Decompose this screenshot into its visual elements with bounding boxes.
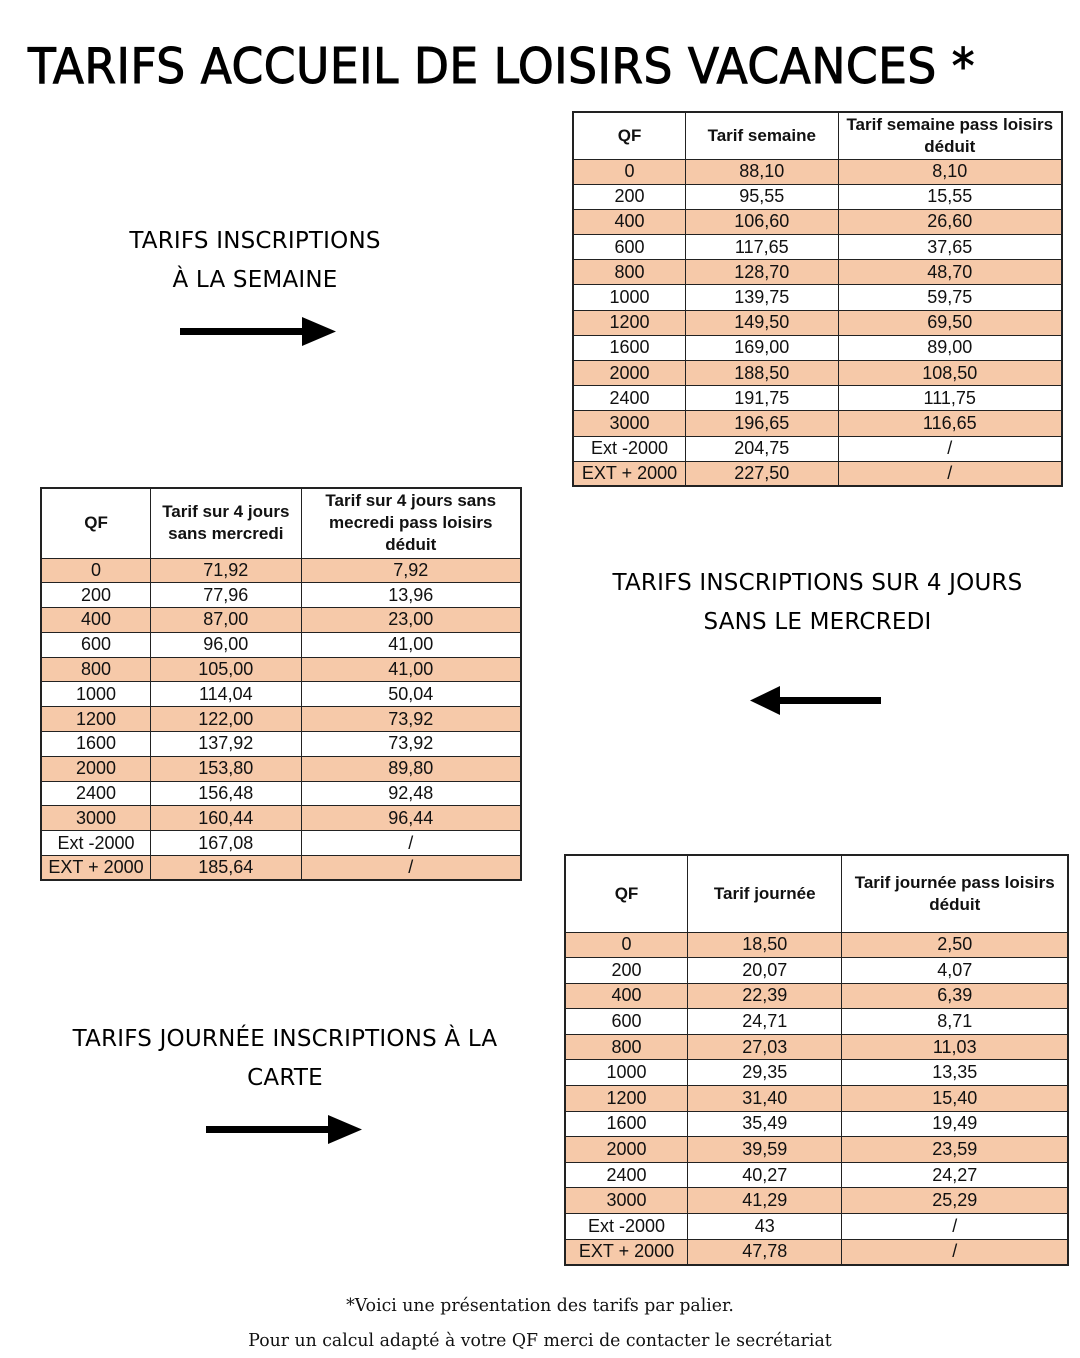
tarif-cell: 114,04 [151, 682, 301, 707]
tarif-cell: 41,29 [688, 1188, 842, 1214]
tarif-pass-loisirs-cell: 89,00 [838, 335, 1062, 360]
table-row [573, 411, 1062, 436]
journee-label-line2: CARTE [247, 1065, 323, 1091]
qf-cell: 0 [573, 159, 686, 184]
semaine-label-line2: À LA SEMAINE [172, 267, 338, 293]
tarif-cell: 39,59 [688, 1137, 842, 1163]
tarif-pass-loisirs-cell: 73,92 [301, 707, 521, 732]
table-row [565, 1137, 1068, 1163]
table-row [565, 1162, 1068, 1188]
qf-cell: 800 [41, 657, 151, 682]
tarif-cell: 196,65 [686, 411, 838, 436]
journee-label-line1: TARIFS JOURNÉE INSCRIPTIONS À LA [72, 1026, 498, 1052]
qf-cell: 2000 [573, 361, 686, 386]
qf-cell: 400 [41, 608, 151, 633]
table-row [565, 1060, 1068, 1086]
qf-cell: 800 [565, 1034, 688, 1060]
table-row [565, 1034, 1068, 1060]
tarif-pass-loisirs-cell: 19,49 [842, 1111, 1068, 1137]
tarif-pass-loisirs-cell: / [842, 1214, 1068, 1240]
table-row [573, 361, 1062, 386]
table-row [573, 386, 1062, 411]
tarif-pass-loisirs-cell: 15,40 [842, 1086, 1068, 1112]
tarif-pass-loisirs-cell: 69,50 [838, 310, 1062, 335]
column-header: Tarif semaine pass loisirs déduit [838, 112, 1062, 159]
qf-cell: 2400 [565, 1162, 688, 1188]
arrow-left-icon [748, 684, 884, 718]
qf-cell: 200 [41, 583, 151, 608]
table-row [41, 806, 521, 831]
tarif-pass-loisirs-cell: 59,75 [838, 285, 1062, 310]
tarif-cell: 160,44 [151, 806, 301, 831]
qf-cell: EXT + 2000 [41, 856, 151, 881]
tarif-cell: 43 [688, 1214, 842, 1240]
tarif-pass-loisirs-cell: 23,59 [842, 1137, 1068, 1163]
column-header: QF [573, 112, 686, 159]
tarif-pass-loisirs-cell: 8,10 [838, 159, 1062, 184]
table-row [41, 732, 521, 757]
tarif-cell: 167,08 [151, 831, 301, 856]
tarif-cell: 96,00 [151, 632, 301, 657]
column-header: Tarif journée pass loisirs déduit [842, 855, 1068, 932]
qf-cell: 2400 [573, 386, 686, 411]
tarif-pass-loisirs-cell: 50,04 [301, 682, 521, 707]
table-row [573, 235, 1062, 260]
table-row [41, 756, 521, 781]
tarif-pass-loisirs-cell: 23,00 [301, 608, 521, 633]
qf-cell: 600 [573, 235, 686, 260]
semaine-label-line1: TARIFS INSCRIPTIONS [129, 228, 381, 254]
tarif-pass-loisirs-cell: 96,44 [301, 806, 521, 831]
qf-cell: 3000 [41, 806, 151, 831]
tarif-cell: 87,00 [151, 608, 301, 633]
tarif-pass-loisirs-cell: 11,03 [842, 1034, 1068, 1060]
quatre-jours-label [580, 564, 1055, 642]
tarif-cell: 29,35 [688, 1060, 842, 1086]
table-row [565, 958, 1068, 984]
table-row [573, 436, 1062, 461]
tarif-cell: 227,50 [686, 461, 838, 486]
table-row [565, 1111, 1068, 1137]
tarif-pass-loisirs-cell: 26,60 [838, 209, 1062, 234]
table-semaine [572, 111, 1063, 487]
table-row [41, 558, 521, 583]
tarif-cell: 27,03 [688, 1034, 842, 1060]
tarif-pass-loisirs-cell: 8,71 [842, 1009, 1068, 1035]
tarif-pass-loisirs-cell: 116,65 [838, 411, 1062, 436]
tarif-pass-loisirs-cell: 13,35 [842, 1060, 1068, 1086]
tarif-cell: 204,75 [686, 436, 838, 461]
tarif-pass-loisirs-cell: / [838, 436, 1062, 461]
tarif-pass-loisirs-cell: / [301, 856, 521, 881]
qf-cell: 200 [565, 958, 688, 984]
tarif-cell: 18,50 [688, 932, 842, 958]
tarif-pass-loisirs-cell: 92,48 [301, 781, 521, 806]
column-header: QF [565, 855, 688, 932]
footer-note [22, 1288, 1059, 1358]
column-header: Tarif sur 4 jours sans mercredi [151, 488, 301, 558]
tarif-pass-loisirs-cell: 2,50 [842, 932, 1068, 958]
tarif-pass-loisirs-cell: / [842, 1239, 1068, 1265]
tarif-cell: 20,07 [688, 958, 842, 984]
tarif-cell: 122,00 [151, 707, 301, 732]
qf-cell: Ext -2000 [565, 1214, 688, 1240]
qf-cell: Ext -2000 [573, 436, 686, 461]
tarif-cell: 149,50 [686, 310, 838, 335]
table-row [41, 707, 521, 732]
tarif-pass-loisirs-cell: 15,55 [838, 184, 1062, 209]
tarif-cell: 71,92 [151, 558, 301, 583]
footer-line1: *Voici une présentation des tarifs par palier. [346, 1295, 734, 1316]
tarif-cell: 153,80 [151, 756, 301, 781]
table-row [41, 682, 521, 707]
qf-cell: 1000 [573, 285, 686, 310]
table-row [573, 260, 1062, 285]
table-journee [564, 854, 1069, 1266]
table-row [573, 335, 1062, 360]
qf-cell: 200 [573, 184, 686, 209]
qf-cell: EXT + 2000 [565, 1239, 688, 1265]
tarif-pass-loisirs-cell: 41,00 [301, 657, 521, 682]
semaine-label [90, 222, 420, 300]
qf-cell: 1200 [573, 310, 686, 335]
qf-cell: 2000 [565, 1137, 688, 1163]
arrow-right-icon [204, 1113, 364, 1147]
quatre-jours-label-line1: TARIFS INSCRIPTIONS SUR 4 JOURS [612, 570, 1023, 596]
tarif-cell: 35,49 [688, 1111, 842, 1137]
table-quatre-jours [40, 487, 522, 881]
tarif-cell: 117,65 [686, 235, 838, 260]
table-row [565, 1086, 1068, 1112]
qf-cell: 3000 [573, 411, 686, 436]
table-row [41, 781, 521, 806]
qf-cell: 400 [573, 209, 686, 234]
tarif-pass-loisirs-cell: 24,27 [842, 1162, 1068, 1188]
tarif-pass-loisirs-cell: / [301, 831, 521, 856]
tarif-pass-loisirs-cell: 4,07 [842, 958, 1068, 984]
table-row [565, 1239, 1068, 1265]
tarif-pass-loisirs-cell: 25,29 [842, 1188, 1068, 1214]
tarif-pass-loisirs-cell: 37,65 [838, 235, 1062, 260]
tarif-cell: 188,50 [686, 361, 838, 386]
table-row [573, 159, 1062, 184]
tarif-pass-loisirs-cell: 89,80 [301, 756, 521, 781]
tarif-cell: 139,75 [686, 285, 838, 310]
tarif-cell: 22,39 [688, 983, 842, 1009]
page-title: TARIFS ACCUEIL DE LOISIRS VACANCES * [28, 38, 976, 95]
table-row [565, 1188, 1068, 1214]
tarif-cell: 105,00 [151, 657, 301, 682]
tarif-cell: 40,27 [688, 1162, 842, 1188]
table-header-row [565, 855, 1068, 932]
qf-cell: 1200 [41, 707, 151, 732]
qf-cell: 1600 [565, 1111, 688, 1137]
qf-cell: 600 [41, 632, 151, 657]
table-row [41, 657, 521, 682]
tarif-pass-loisirs-cell: 41,00 [301, 632, 521, 657]
qf-cell: 1200 [565, 1086, 688, 1112]
qf-cell: Ext -2000 [41, 831, 151, 856]
column-header: QF [41, 488, 151, 558]
footer-line2: Pour un calcul adapté à votre QF merci de contacter le secrétariat [248, 1330, 832, 1351]
tarif-cell: 88,10 [686, 159, 838, 184]
tarif-pass-loisirs-cell: 6,39 [842, 983, 1068, 1009]
qf-cell: 3000 [565, 1188, 688, 1214]
tarif-cell: 128,70 [686, 260, 838, 285]
tarif-pass-loisirs-cell: 73,92 [301, 732, 521, 757]
tarif-cell: 185,64 [151, 856, 301, 881]
column-header: Tarif sur 4 jours sans mecredi pass loisirs déduit [301, 488, 521, 558]
qf-cell: 600 [565, 1009, 688, 1035]
tarif-cell: 106,60 [686, 209, 838, 234]
table-row [565, 1009, 1068, 1035]
tarif-pass-loisirs-cell: 13,96 [301, 583, 521, 608]
qf-cell: 800 [573, 260, 686, 285]
tarif-pass-loisirs-cell: 48,70 [838, 260, 1062, 285]
qf-cell: 1600 [41, 732, 151, 757]
arrow-right-icon [178, 315, 338, 349]
table-row [565, 1214, 1068, 1240]
column-header: Tarif semaine [686, 112, 838, 159]
qf-cell: 2000 [41, 756, 151, 781]
table-header-row [41, 488, 521, 558]
qf-cell: 400 [565, 983, 688, 1009]
tarif-pass-loisirs-cell: 7,92 [301, 558, 521, 583]
journee-label [40, 1020, 530, 1098]
tarif-cell: 24,71 [688, 1009, 842, 1035]
tarif-pass-loisirs-cell: 108,50 [838, 361, 1062, 386]
tarif-cell: 137,92 [151, 732, 301, 757]
table-row [573, 285, 1062, 310]
qf-cell: 1000 [565, 1060, 688, 1086]
tarif-pass-loisirs-cell: / [838, 461, 1062, 486]
qf-cell: 2400 [41, 781, 151, 806]
qf-cell: 0 [41, 558, 151, 583]
table-row [41, 831, 521, 856]
table-row [41, 608, 521, 633]
tarif-pass-loisirs-cell: 111,75 [838, 386, 1062, 411]
qf-cell: 1600 [573, 335, 686, 360]
tarif-cell: 169,00 [686, 335, 838, 360]
quatre-jours-label-line2: SANS LE MERCREDI [703, 609, 932, 635]
tarif-cell: 47,78 [688, 1239, 842, 1265]
qf-cell: 0 [565, 932, 688, 958]
table-row [41, 632, 521, 657]
tarif-cell: 95,55 [686, 184, 838, 209]
table-row [41, 583, 521, 608]
column-header: Tarif journée [688, 855, 842, 932]
table-row [573, 310, 1062, 335]
tarif-cell: 191,75 [686, 386, 838, 411]
tarif-cell: 31,40 [688, 1086, 842, 1112]
qf-cell: EXT + 2000 [573, 461, 686, 486]
qf-cell: 1000 [41, 682, 151, 707]
tarif-cell: 77,96 [151, 583, 301, 608]
table-row [573, 184, 1062, 209]
table-row [565, 983, 1068, 1009]
table-row [573, 461, 1062, 486]
table-row [41, 856, 521, 881]
table-header-row [573, 112, 1062, 159]
table-row [573, 209, 1062, 234]
table-row [565, 932, 1068, 958]
tarif-cell: 156,48 [151, 781, 301, 806]
